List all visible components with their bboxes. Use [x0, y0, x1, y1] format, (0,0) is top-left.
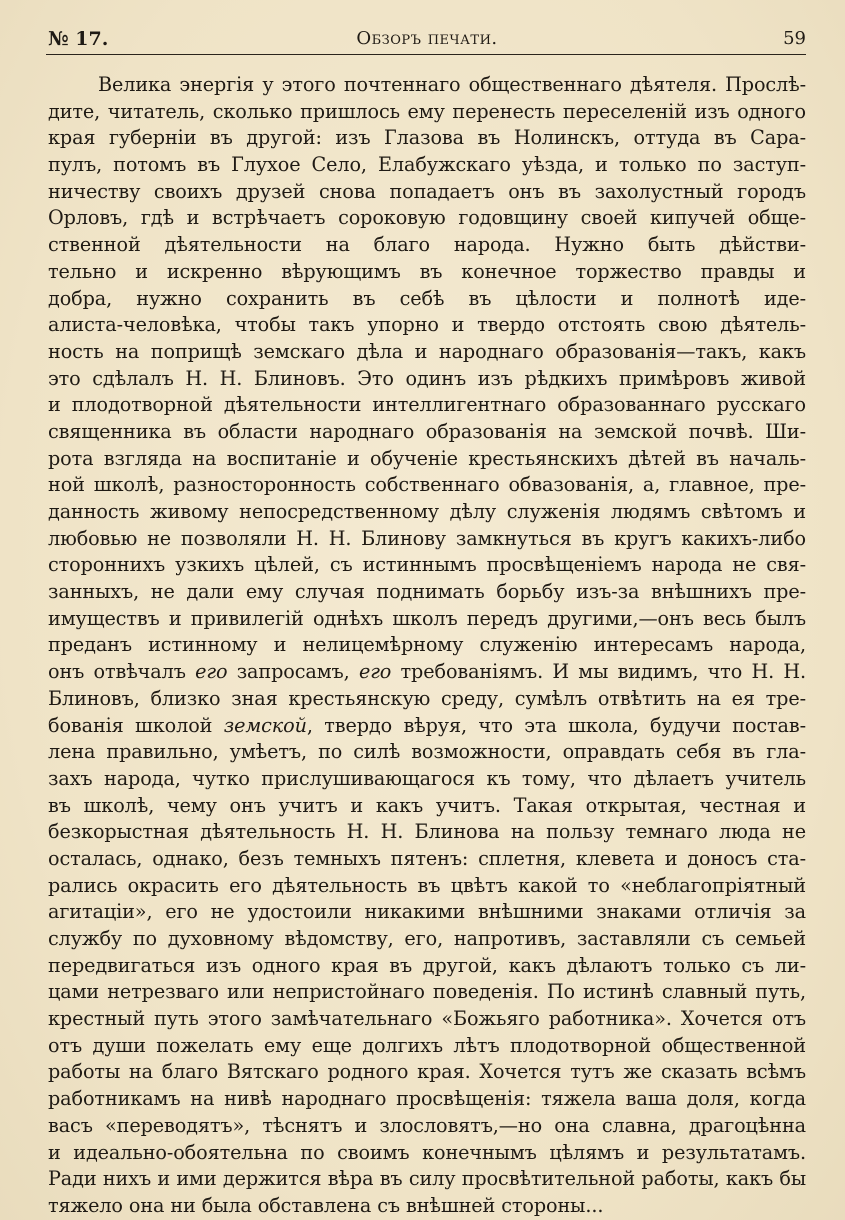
text-segment: требованіямъ. И мы видимъ, что Н. Н. [391, 660, 806, 684]
text-line [48, 366, 806, 393]
text-segment: ничеству своихъ друзей снова попадаетъ онъ въ захолустный городъ [48, 179, 806, 203]
text-segment: осталась, однако, безъ темныхъ пятенъ: сплетня, клевета и доносъ ста- [48, 846, 806, 870]
text-segment: Блиновъ, близко зная крестьянскую среду, сумѣлъ отвѣтить на ея тре- [48, 686, 806, 710]
text-segment: въ школѣ, чему онъ учитъ и какъ учитъ. Такая открытая, честная и [48, 793, 806, 817]
issue-number: № 17. [48, 28, 109, 50]
text-segment: занныхъ, не дали ему случая поднимать борьбу изъ-за внѣшнихъ пре- [48, 580, 806, 604]
text-segment: работникамъ на нивѣ народнаго просвѣщенія: тяжела ваша доля, когда [48, 1087, 806, 1111]
text-segment: и плодотворной дѣятельности интеллигентнаго образованнаго русскаго [48, 393, 806, 417]
text-line [48, 846, 806, 873]
text-line [48, 499, 806, 526]
text-line [48, 819, 806, 846]
text-segment: васъ «переводятъ», тѣснятъ и злословятъ,—но она славна, драгоцѣнна [48, 1113, 806, 1137]
text-line [48, 1033, 806, 1060]
text-line [48, 1006, 806, 1033]
text-line [48, 793, 806, 820]
text-line [48, 526, 806, 553]
text-segment: рались окрасить его дѣятельность въ цвѣтъ какой то «неблагопріятный [48, 873, 806, 897]
text-line [48, 579, 806, 606]
text-line [48, 659, 806, 686]
text-line [48, 686, 806, 713]
text-segment: любовью не позволяли Н. Н. Блинову замкнуться въ кругъ какихъ-либо [48, 526, 806, 550]
text-line [48, 606, 806, 633]
text-segment: бованія школой [48, 713, 224, 737]
text-segment: это сдѣлалъ Н. Н. Блиновъ. Это одинъ изъ рѣдкихъ примѣровъ живой [48, 366, 806, 390]
text-line [48, 472, 806, 499]
text-segment: лена правильно, умѣетъ, по силѣ возможности, оправдать себя въ гла- [48, 740, 806, 764]
text-line [48, 926, 806, 953]
text-segment: священника въ области народнаго образованія на земской почвѣ. Ши- [48, 419, 806, 443]
text-line [48, 899, 806, 926]
text-segment: Велика энергія у этого почтеннаго общественнаго дѣятеля. Прослѣ- [98, 73, 806, 96]
text-line [48, 205, 806, 232]
text-line [48, 1140, 806, 1167]
text-segment: цами нетрезваго или непристойнаго поведенія. По истинѣ славный путь, [48, 980, 806, 1004]
text-line [48, 72, 806, 99]
text-segment: крестный путь этого замѣчательнаго «Божьяго работника». Хочется отъ [48, 1007, 806, 1031]
running-header [48, 26, 806, 52]
text-segment: пулъ, потомъ въ Глухое Село, Елабужскаго уѣзда, и только по заступ- [48, 153, 806, 177]
text-line [48, 259, 806, 286]
text-line [48, 739, 806, 766]
text-segment: тяжело она ни была обставлена съ внѣшней стороны... [48, 1193, 604, 1217]
text-line [48, 419, 806, 446]
text-line [48, 953, 806, 980]
text-segment: работы на благо Вятскаго родного края. Хочется тутъ же сказать всѣмъ [48, 1060, 806, 1084]
text-line [48, 873, 806, 900]
text-segment: алиста-человѣка, чтобы такъ упорно и твердо отстоять свою дѣятель- [48, 313, 806, 337]
text-line [48, 392, 806, 419]
text-line [48, 1059, 806, 1086]
text-line [48, 766, 806, 793]
text-segment: ственной дѣятельности на благо народа. Нужно быть дѣйстви- [48, 233, 806, 257]
text-segment: Ради нихъ и ими держится вѣра въ силу просвѣтительной работы, какъ бы [48, 1167, 806, 1191]
italic-text: его [358, 660, 392, 684]
text-segment: ность на поприщѣ земскаго дѣла и народнаго образованія—такъ, какъ [48, 339, 806, 363]
text-line [48, 1193, 806, 1220]
text-segment: и идеально-обоятельна по своимъ конечнымъ цѣлямъ и результатамъ. [48, 1140, 806, 1164]
text-segment: захъ народа, чутко прислушивающагося къ тому, что дѣлаетъ учитель [48, 766, 806, 790]
text-line [48, 1166, 806, 1193]
text-line [48, 179, 806, 206]
italic-text: земской [223, 713, 307, 737]
text-segment: дите, читатель, сколько пришлось ему перенесть переселеній изъ одного [48, 99, 806, 123]
section-title: Обзоръ печати. [356, 28, 498, 49]
text-segment: края губерніи въ другой: изъ Глазова въ Нолинскъ, оттуда въ Сара- [48, 126, 806, 150]
text-segment: онъ отвѣчалъ [48, 660, 196, 684]
text-segment: безкорыстная дѣятельность Н. Н. Блинова на пользу темнаго люда не [48, 820, 806, 844]
text-line [48, 446, 806, 473]
text-line [48, 979, 806, 1006]
italic-text: его [195, 660, 228, 684]
text-line [48, 1086, 806, 1113]
text-line [48, 1113, 806, 1140]
text-segment: данность живому непосредственному дѣлу служенія людямъ свѣтомъ и [48, 500, 806, 523]
text-segment: службу по духовному вѣдомству, его, напротивъ, заставляли съ семьей [48, 927, 806, 950]
text-line [48, 312, 806, 339]
text-segment: агитаціи», его не удостоили никакими внѣшними знаками отличія за [48, 900, 806, 924]
text-line [48, 125, 806, 152]
text-line [48, 632, 806, 659]
text-segment: стороннихъ узкихъ цѣлей, съ истиннымъ просвѣщеніемъ народа не свя- [48, 553, 806, 577]
text-segment: рота взгляда на воспитаніе и обученіе крестьянскихъ дѣтей въ началь- [48, 446, 806, 470]
text-segment: , твердо вѣруя, что эта школа, будучи постав- [306, 713, 806, 737]
text-segment: преданъ истинному и нелицемѣрному служенію интересамъ народа, [48, 633, 806, 657]
text-segment: имуществъ и привилегій однѣхъ школъ передъ другими,—онъ весь былъ [48, 606, 806, 630]
text-segment: запросамъ, [227, 660, 359, 684]
text-line [48, 713, 806, 740]
header-rule [46, 54, 806, 55]
text-line [48, 152, 806, 179]
text-line [48, 339, 806, 366]
text-segment: тельно и искренно вѣрующимъ въ конечное торжество правды и [48, 259, 806, 283]
text-line [48, 552, 806, 579]
article-text [48, 72, 806, 1220]
text-line [48, 232, 806, 259]
text-line [48, 99, 806, 126]
text-segment: Орловъ, гдѣ и встрѣчаетъ сороковую годовщину своей кипучей обще- [48, 206, 806, 230]
text-segment: добра, нужно сохранить въ себѣ въ цѣлости и полнотѣ иде- [48, 286, 806, 310]
text-segment: отъ души пожелать ему еще долгихъ лѣтъ плодотворной общественной [48, 1033, 806, 1057]
text-segment: передвигаться изъ одного края въ другой, какъ дѣлаютъ только съ ли- [48, 953, 806, 977]
page-number: 59 [783, 28, 806, 49]
text-line [48, 286, 806, 313]
text-segment: ной школѣ, разносторонность собственнаго обвазованія, а, главное, пре- [48, 473, 806, 497]
